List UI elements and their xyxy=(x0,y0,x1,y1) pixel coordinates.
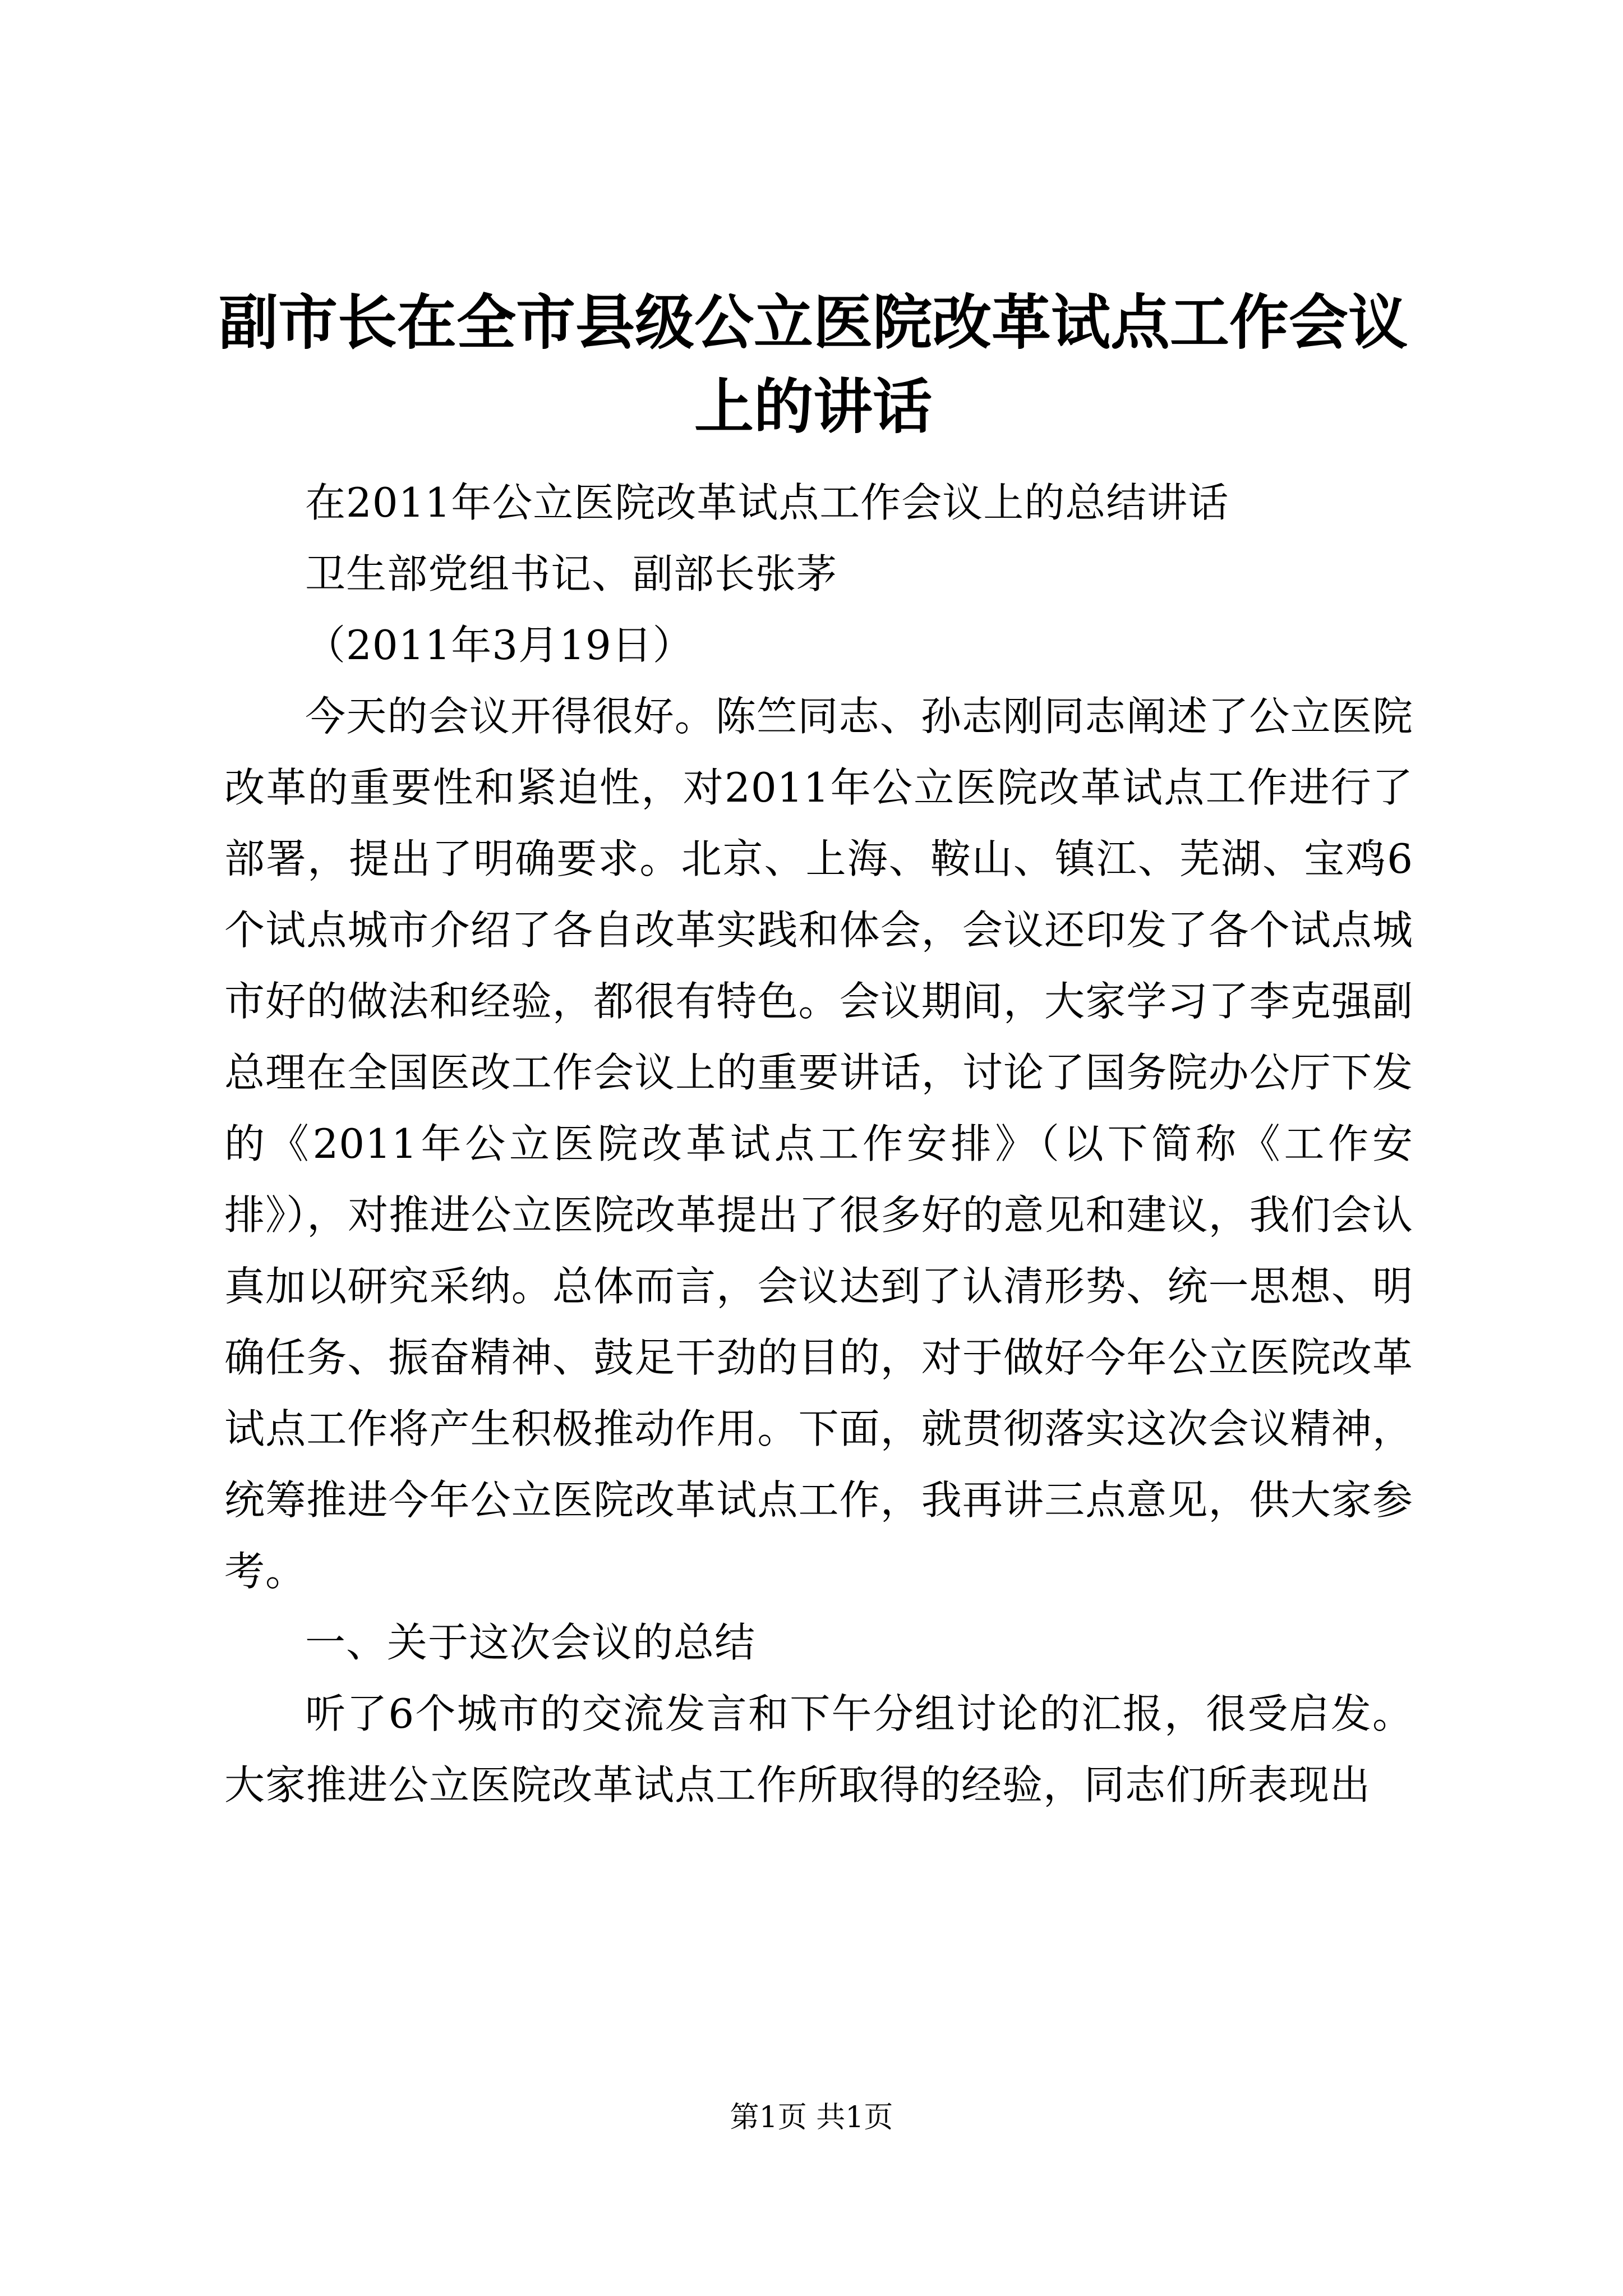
document-body xyxy=(224,467,1413,1821)
page-footer: 第1页 共1页 xyxy=(730,2101,893,2134)
title-line-1: 副市长在全市县级公立医院改革试点工作会议 xyxy=(219,287,1408,357)
speaker-line: 卫生部党组书记、副部长张茅 xyxy=(305,550,838,597)
subtitle: 在2011年公立医院改革试点工作会议上的总结讲话 xyxy=(305,479,1229,526)
paragraph-opening: 今天的会议开得很好。陈竺同志、孙志刚同志阐述了公立医院改革的重要性和紧迫性，对2011年公立医院改革试点工作进行了部署，提出了明确要求。北京、上海、鞍山、镇江、芜湖、宝鸡6个试点城市介绍了各自改革实践和体会，会议还印发了各个试点城市好的做法和经验，都很有特色。会议期间，大家学习了李克强副总理在全国医改工作会议上的重要讲话，讨论了国务院办公厅下发的《2011年公立医院改革试点工作安排》（以下简称《工作安排》），对推进公立医院改革提出了很多好的意见和建议，我们会认真加以研究采纳。总体而言，会议达到了认清形势、统一思想、明确任务、振奋精神、鼓足干劲的目的，对于做好今年公立医院改革试点工作将产生积极推动作用。下面，就贯彻落实这次会议精神，统筹推进今年公立医院改革试点工作，我再讲三点意见，供大家参考。 xyxy=(224,693,1413,1595)
paragraph-section-1: 听了6个城市的交流发言和下午分组讨论的汇报，很受启发。大家推进公立医院改革试点工作所取得的经验，同志们所表现出 xyxy=(224,1690,1413,1809)
title-line-2: 上的讲话 xyxy=(694,371,932,441)
speech-date: （2011年3月19日） xyxy=(305,622,694,669)
document-title xyxy=(213,280,1413,449)
section-heading-1: 一、关于这次会议的总结 xyxy=(305,1619,756,1666)
